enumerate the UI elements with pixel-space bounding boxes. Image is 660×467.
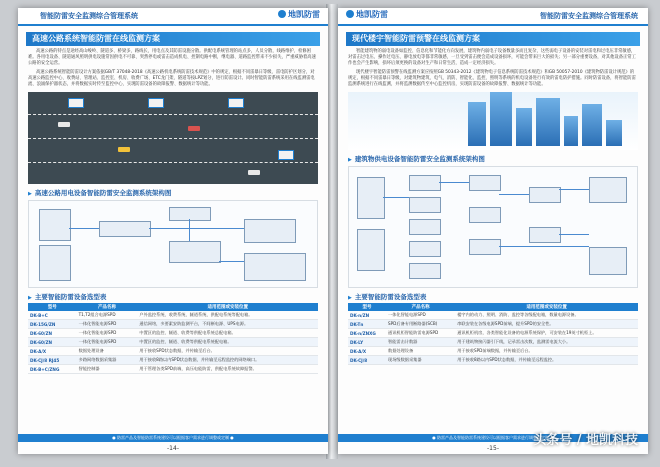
- right-banner: 现代楼宇智能防雷预警在线监测方案: [346, 32, 640, 46]
- left-page-number: -14-: [167, 445, 179, 452]
- table-row: DK-n/ZN 一体化智能电源SPD 楼宇内的动力、照明、消防、监控等各级配电箱，数量电源设备。: [348, 311, 638, 320]
- table-header: 适用范围或安装位置: [137, 303, 318, 311]
- watermark: 头条号 / 地凯科技: [533, 433, 638, 448]
- right-header-title: 智能防雷安全监测综合管理系统: [540, 12, 638, 20]
- left-footer-note: ● 防雷产品及智能防雷系统建设可以根据客户需求进行调整或定制 ●: [18, 434, 328, 442]
- left-table-heading: ▶ 主要智能防雷设备选型表: [28, 292, 318, 301]
- table-header: 型号: [28, 303, 77, 311]
- table-header: 产品名称: [386, 303, 455, 311]
- table-row: DK-CJ/8 现场级数据采集器 用于接收8路以内SPD状态数据，并传输至远程监控。: [348, 356, 638, 365]
- right-table-heading: ▶ 主要智能防雷设备选型表: [348, 292, 638, 301]
- left-paragraph-1: 高速公路的特点是途经高山峻岭、隧道多、桥梁多，路线长，用电点及其防雷设施分散。供配电系统管理的站点多，人员分散，线路维护、检修困难。各用电设备、隧道通风照明供电设施常因供电不可靠、突然停电或雷击造成机电、控制电路中断，继电器、道路监控带来不少损失，严重威胁着高速公路的安全运营。: [28, 49, 316, 66]
- table-row: DK-CJ/8 RJ45 多路网络数据采集器 用于接收8路以内SPD状态数据，并传输至远程监控的网络端口。: [28, 356, 318, 365]
- table-row: DK-B+C T1,T2组合电源SPD 户外监控系统、收费系统、隧道系统、供配电系统等配电箱。: [28, 311, 318, 320]
- right-footer-note: ● 防雷产品及智能防雷系统建设可以根据客户需求进行调整或定制 ●: [338, 434, 648, 442]
- right-page-number: -15-: [487, 445, 499, 452]
- left-header-title: 智能防雷安全监测综合管理系统: [40, 12, 138, 20]
- table-row: DK-A/X 数据处理设备 用于接收SPD前端数据，并传输至后台。: [348, 347, 638, 356]
- left-header: [18, 8, 328, 26]
- right-paragraph-2: 现代楼宇智能防雷预警在线监测方案应按照GB 50343-2012《建筑物电子信息系统防雷技术规范》和GB 50057-2010《建筑物防雷设计规范》的规定，根据不同雷暴日等级，对建筑物建筑、电气、消防、智能化、监控、照明等系统的机电设备进行有效的雷电防护措施。同时防雷设备，将智能防雷监测系统进行在线监测，并将监测数据传至中心监控机房，实现防雷设备的故障报警、数据统计等功能。: [348, 70, 636, 87]
- left-banner: 高速公路系统智能防雷在线监测方案: [26, 32, 320, 46]
- table-row: DK-60/ZN 一体化智能电源SPD 中置区的监控、隧道、收费等供配电系统总配电箱。: [28, 329, 318, 338]
- table-header: 产品名称: [77, 303, 138, 311]
- left-logo: 地凯防雷: [278, 9, 320, 20]
- right-paragraph-1: 智能建筑物的弱电设备如监控、信息化和节能化方向发展，建筑物内弱电子设备数量多而且复杂，这些弱电子设备的安装对雷电和过电压非常敏感，对雷击过电压、操作过电压、静电放电等都非常敏感，一旦受到雷击便会造成设备损坏，可能会带来巨大的损失；另一部分重要设备，对其他设备正常工作也会产生影响，损坏后须更换的设备对生产和日常生活，造成一定经济损失。: [348, 49, 636, 66]
- right-architecture-diagram: [348, 166, 638, 288]
- table-header: 适用范围或安装位置: [455, 303, 638, 311]
- table-row: DK-15G/ZN 一体化智能电源SPD 通信网络，多要素安防监测平台，不间断电源、UPS电源。: [28, 320, 318, 329]
- table-row: DK-n/ZNXG 通讯机柜智能防雷电源SPD 通讯机柜机房，各类智能化设备的电源系统保护，可安装在19英寸机柜上。: [348, 329, 638, 338]
- right-page: [338, 8, 648, 454]
- left-page: [18, 8, 328, 454]
- left-product-table: [28, 303, 318, 374]
- right-header: [338, 8, 648, 26]
- highway-illustration: [28, 92, 318, 184]
- table-row: DK-A/X 数据处理设备 用于接收SPD状态数据，并传输至后台。: [28, 347, 318, 356]
- table-row: DK-B+C/ZNG 智能控制器 用于管理各类SPD前端，高压电能防雷，供配电系统故障报警。: [28, 365, 318, 374]
- table-row: DK-Tn SPD后备专用断路器(SCB) 串联安装在各级电源SPD前端，提升SPD的安全性。: [348, 320, 638, 329]
- right-logo: 地凯防雷: [346, 9, 388, 20]
- right-architecture-heading: ▶ 建筑物供电设备智能防雷安全监测系统架构图: [348, 154, 638, 163]
- table-row: DK-LY 智能雷击计数器 用于建筑物接闪器引下线，记录雷击次数，监测雷电流大小。: [348, 338, 638, 347]
- left-architecture-diagram: [28, 200, 318, 288]
- city-illustration: [348, 92, 638, 150]
- table-row: DK-60/ZN 一体化智能电源SPD 中置区的监控、隧道、收费等供配电系统配电箱。: [28, 338, 318, 347]
- left-architecture-heading: ▶ 高速公路用电设备智能防雷安全监测系统架构图: [28, 188, 318, 197]
- table-header: 型号: [348, 303, 386, 311]
- left-paragraph-2: 高速公路系统智能防雷设计方案依据GB/T 37048-2018《高速公路机电系统防雷技术规范》中的规定，根据不同雷暴日等级、雷电防护区划分，对高速公路监控中心、收费站、管理站、监控室、机房、收费广场、ETC龙门架、隧道等按LPZ划分，进行防雷设计。同时智能防雷系统采用在线监测雷电流、浪涌保护器状态，并将数据实时传至监控中心，实现防雷设备的故障报警、数据统计等功能。: [28, 70, 315, 87]
- right-product-table: [348, 303, 638, 365]
